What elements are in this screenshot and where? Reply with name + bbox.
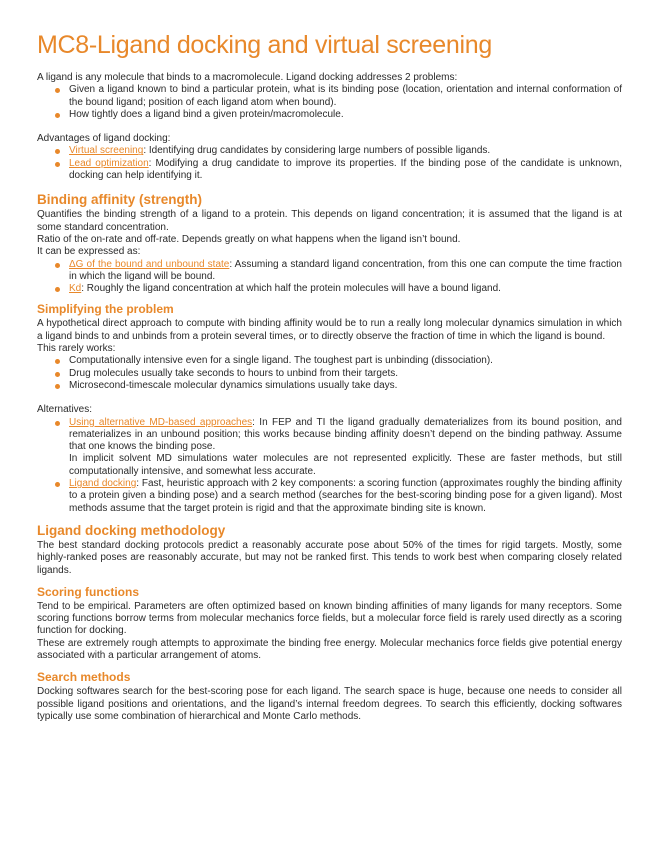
list-item: Drug molecules usually take seconds to hours to unbind from their targets. — [69, 368, 622, 380]
paragraph: Quantifies the binding strength of a ligand to a protein. This depends on ligand concentration; it is assumed that the ligand is at some standard concentration. — [37, 209, 622, 233]
list-item — [69, 478, 622, 515]
binding-affinity-heading: Binding affinity (strength) — [37, 192, 202, 208]
list-item: Microsecond-timescale molecular dynamics simulations usually take days. — [69, 380, 622, 392]
advantages-list — [37, 145, 622, 182]
paragraph: The best standard docking protocols predict a reasonably accurate pose about 50% of the times for rigid targets. Mostly, some highly-ranked poses are reasonably accurate, but may not be ranked first. This tends to work best when comparing closely related ligands. — [37, 539, 622, 576]
delta-g-link[interactable]: ΔG of the bound and unbound state — [69, 258, 230, 270]
paragraph: Ratio of the on-rate and off-rate. Depends greatly on what happens when the ligand isn’t bound. — [37, 233, 461, 245]
virtual-screening-link[interactable]: Virtual screening — [69, 145, 144, 157]
kd-link[interactable]: Kd — [69, 283, 82, 295]
paragraph: These are extremely rough attempts to approximate the binding free energy. Molecular mechanics force fields give potential energy associated with a particular arrangement of atoms. — [37, 637, 622, 661]
paragraph: Docking softwares search for the best-scoring pose for each ligand. The search space is huge, because one needs to consider all possible ligand positions and orientations, and the ligand’s internal freedom degrees. To search this efficiently, docking softwares typically use some combination of hierarchical and Monte Carlo methods. — [37, 686, 622, 722]
list-item-text: : Modifying a drug candidate to improve its properties. If the binding pose of the candidate is unknown, docking can help identifying it. — [69, 157, 622, 182]
alternative-md-link[interactable]: Using alternative MD-based approaches — [69, 416, 253, 428]
scoring-heading: Scoring functions — [37, 584, 139, 599]
list-item-text: In implicit solvent MD simulations water molecules are not represented explicitly. These are faster methods, but still computationally intensive, and somewhat less accurate. — [69, 453, 622, 477]
search-heading: Search methods — [37, 670, 131, 685]
ligand-docking-link[interactable]: Ligand docking — [69, 478, 137, 490]
paragraph: This rarely works: — [37, 343, 116, 355]
intro-list — [37, 84, 622, 121]
rarely-works-list — [37, 355, 622, 392]
list-item-text: : Roughly the ligand concentration at which half the protein molecules will have a bound ligand. — [81, 283, 501, 295]
methodology-heading: Ligand docking methodology — [37, 522, 226, 538]
list-item: How tightly does a ligand bind a given protein/macromolecule. — [69, 109, 622, 121]
paragraph: Tend to be empirical. Parameters are often optimized based on known binding affinities of many ligands for many receptors. Some scoring functions borrow terms from molecular mechanics force fields, but a molecular force field is rarely used directly as a scoring function for docking. — [37, 600, 622, 637]
simplifying-heading: Simplifying the problem — [37, 302, 174, 317]
list-item — [69, 259, 622, 284]
document-page — [37, 30, 622, 723]
list-item: Computationally intensive even for a single ligand. The toughest part is unbinding (dissociation). — [69, 355, 622, 367]
affinity-list — [37, 259, 622, 296]
list-item: Given a ligand known to bind a particular protein, what is its binding pose (location, orientation and internal conformation of the bound ligand; position of each ligand atom when bound). — [69, 84, 622, 108]
advantages-label: Advantages of ligand docking: — [37, 133, 171, 145]
list-item-text: : Fast, heuristic approach with 2 key components: a scoring function (approximates roughly the binding affinity to a protein given a binding pose) and a search method (searches for the best-scoring binding pose for a given ligand). Most methods assume that the target protein is rigid and that the approximate binding site is known. — [69, 478, 622, 514]
paragraph: It can be expressed as: — [37, 246, 141, 258]
alternatives-label: Alternatives: — [37, 404, 93, 416]
intro-text: A ligand is any molecule that binds to a macromolecule. Ligand docking addresses 2 problems: — [37, 72, 458, 83]
list-item-text: : Assuming a standard ligand concentration, from this one can compute the time fraction in which the ligand will be bound. — [69, 258, 622, 282]
list-item — [69, 158, 622, 183]
paragraph: A hypothetical direct approach to compute with binding affinity would be to run a really long molecular dynamics simulation in which a ligand binds to and unbinds from a protein several times, or to directly observe the fraction of time in which the ligand is bound. — [37, 318, 622, 342]
list-item-text: : Identifying drug candidates by considering large numbers of possible ligands. — [143, 145, 491, 157]
list-item — [69, 145, 622, 157]
lead-optimization-link[interactable]: Lead optimization — [69, 157, 149, 169]
list-item — [69, 417, 622, 478]
alternatives-list — [37, 417, 622, 515]
page-title: MC8-Ligand docking and virtual screening — [37, 31, 492, 59]
list-item — [69, 283, 622, 295]
list-item-text: : In FEP and TI the ligand gradually dematerializes from its bound position, and rematerializes in an unbound position; this works because binding affinity doesn’t depend on the binding pathway. Assume that one knows the binding pose. — [69, 416, 622, 453]
